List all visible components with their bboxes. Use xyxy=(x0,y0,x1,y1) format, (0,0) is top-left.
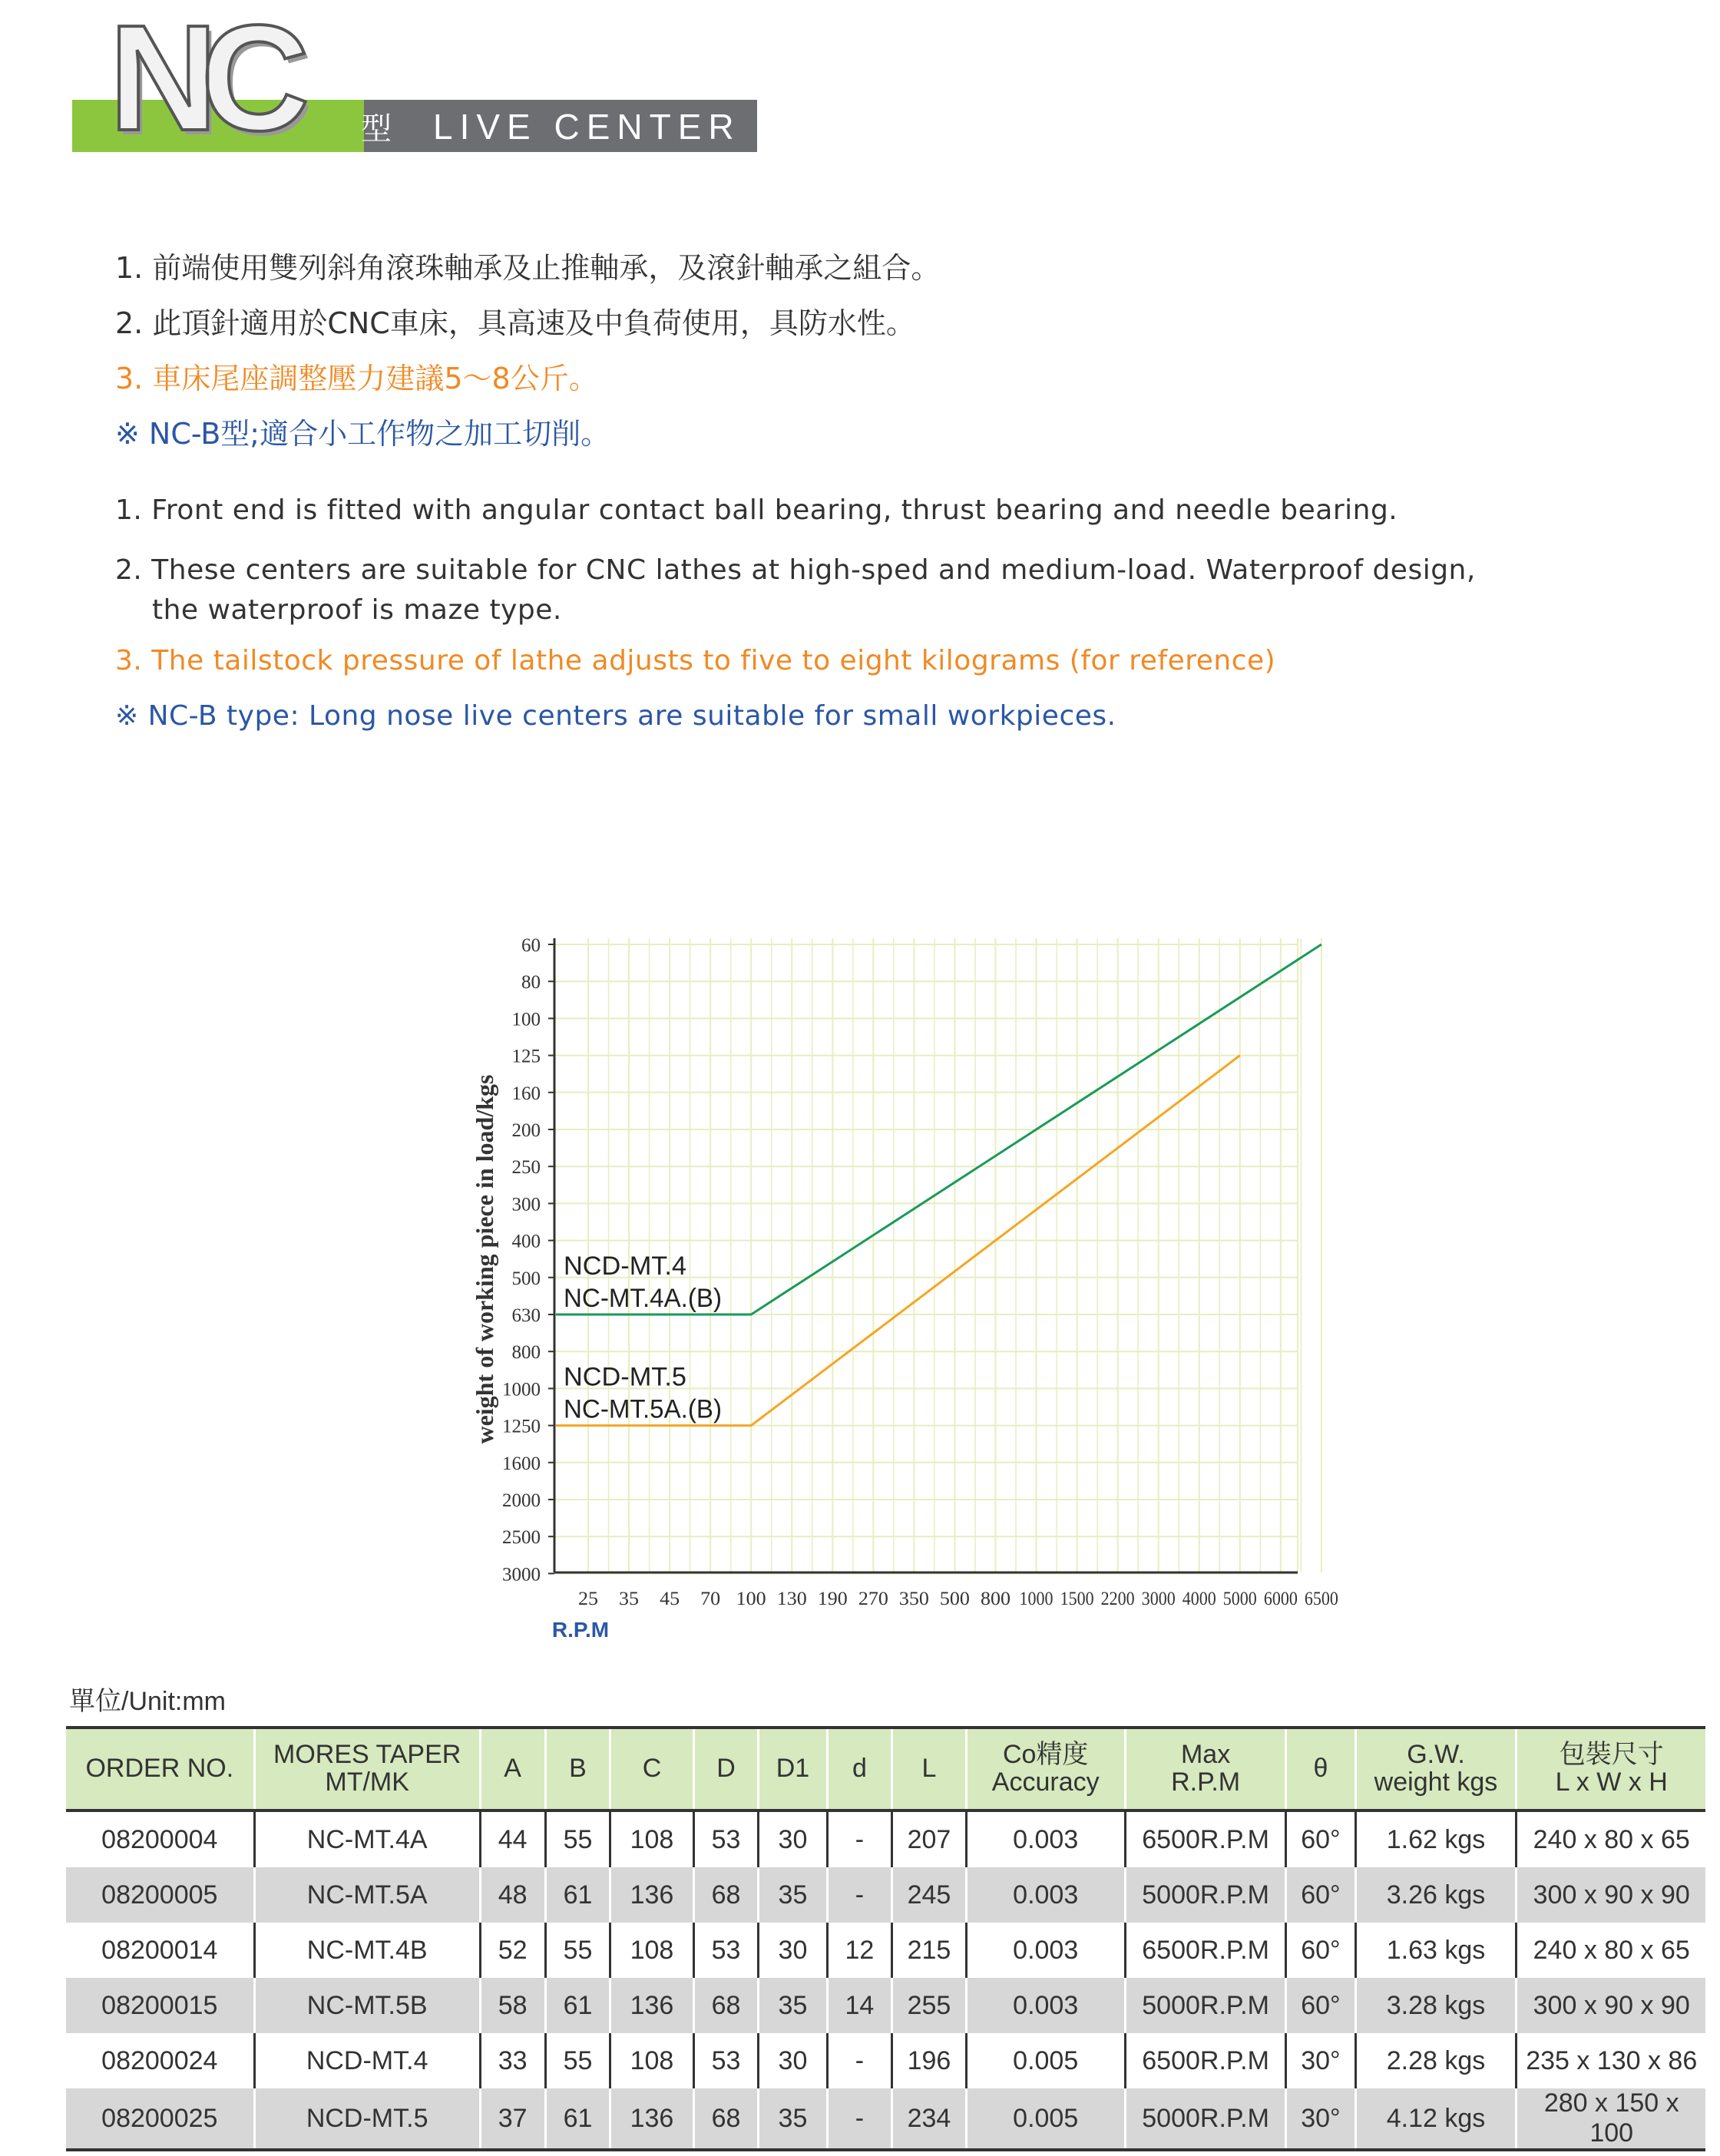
table-cell: 08200004 xyxy=(66,1810,254,1867)
y-tick-label: 2500 xyxy=(502,1527,541,1549)
x-tick-label: 500 xyxy=(939,1589,970,1609)
note-en-2: 2. These centers are suitable for CNC lathes at high-sped and medium-load. Waterproof design, xyxy=(115,554,1476,586)
table-cell: 58 xyxy=(480,1978,545,2033)
series-label-1-2: NC-MT.4A.(B) xyxy=(564,1284,722,1313)
table-header-cell xyxy=(693,1728,759,1810)
table-cell: 08200025 xyxy=(66,2088,254,2150)
table-cell: 255 xyxy=(892,1978,966,2033)
x-tick-label: 130 xyxy=(776,1589,807,1609)
table-cell: 60° xyxy=(1286,1810,1355,1867)
table-cell: 52 xyxy=(480,1923,545,1978)
table-cell: 30° xyxy=(1286,2088,1355,2150)
table-header-cell xyxy=(480,1728,545,1810)
header-text: G.W. xyxy=(1407,1740,1465,1770)
table-header-cell xyxy=(254,1728,480,1810)
x-tick-label: 190 xyxy=(817,1589,848,1609)
table-cell: NC-MT.4A xyxy=(254,1810,480,1867)
x-tick-label: 4000 xyxy=(1182,1589,1216,1609)
x-tick-label: 2200 xyxy=(1100,1589,1135,1609)
y-tick-label: 80 xyxy=(521,972,541,994)
series-label-2-1: NCD-MT.5 xyxy=(564,1362,686,1392)
table-cell: 37 xyxy=(480,2088,545,2150)
table-cell: 0.005 xyxy=(966,2088,1125,2150)
y-tick-label: 800 xyxy=(511,1342,541,1364)
table-row xyxy=(66,2033,1705,2088)
table-cell: 136 xyxy=(610,2088,693,2150)
y-tick-label: 160 xyxy=(511,1083,541,1104)
header-text: MT/MK xyxy=(325,1767,409,1797)
x-axis-label: R.P.M xyxy=(551,1618,610,1642)
table-cell: 53 xyxy=(693,1810,759,1867)
table-cell: 55 xyxy=(545,1923,610,1978)
x-tick-label: 1000 xyxy=(1019,1589,1054,1609)
table-cell: 196 xyxy=(892,2033,966,2088)
table-row xyxy=(66,1978,1705,2033)
table-header-cell xyxy=(545,1728,610,1810)
table-cell: 44 xyxy=(480,1810,545,1867)
x-tick-label: 25 xyxy=(578,1589,598,1609)
y-tick-label: 630 xyxy=(511,1305,541,1326)
table-cell: 08200014 xyxy=(66,1923,254,1978)
table-cell: 53 xyxy=(693,2033,759,2088)
x-tick-label: 35 xyxy=(619,1589,640,1609)
x-tick-label: 270 xyxy=(858,1589,888,1609)
y-tick-label: 60 xyxy=(521,935,541,956)
table-header-cell xyxy=(1355,1728,1517,1810)
table-cell: 6500R.P.M xyxy=(1125,2033,1285,2088)
table-cell: 14 xyxy=(827,1978,892,2033)
table-cell: 1.62 kgs xyxy=(1355,1810,1517,1867)
table-cell: 215 xyxy=(892,1923,966,1978)
note-en-4: ※ NC-B type: Long nose live centers are suitable for small workpieces. xyxy=(115,700,1116,732)
table-cell: 2.28 kgs xyxy=(1355,2033,1517,2088)
table-header-cell xyxy=(610,1728,693,1810)
note-en-1: 1. Front end is fitted with angular contact ball bearing, thrust bearing and needle bearing. xyxy=(115,494,1398,526)
table-cell: 0.003 xyxy=(966,1867,1125,1923)
table-cell: 5000R.P.M xyxy=(1125,2088,1285,2150)
table-cell: 0.003 xyxy=(966,1923,1125,1978)
header-text: R.P.M xyxy=(1171,1767,1241,1797)
table-header-cell xyxy=(966,1728,1125,1810)
table-cell: NC-MT.5A xyxy=(254,1867,480,1923)
table-cell: 48 xyxy=(480,1867,545,1923)
header-type-char: 型 xyxy=(361,111,392,147)
table-header-cell xyxy=(892,1728,966,1810)
table-cell: NC-MT.5B xyxy=(254,1978,480,2033)
table-cell: 136 xyxy=(610,1978,693,2033)
x-tick-label: 70 xyxy=(700,1589,721,1609)
table-row xyxy=(66,1810,1705,1867)
header-text: 包裝尺寸 xyxy=(1559,1740,1664,1770)
table-header-cell xyxy=(1286,1728,1355,1810)
series-label-2-2: NC-MT.5A.(B) xyxy=(564,1394,722,1424)
series-label-1-1: NCD-MT.4 xyxy=(564,1252,686,1281)
table-cell: 240 x 80 x 65 xyxy=(1517,1923,1705,1978)
table-cell: 245 xyxy=(892,1867,966,1923)
header-text: MORES TAPER xyxy=(273,1740,461,1770)
y-tick-label: 3000 xyxy=(502,1564,541,1586)
note-zh-2: 2. 此頂針適用於CNC車床，具高速及中負荷使用，具防水性。 xyxy=(115,306,915,340)
header-text: θ xyxy=(1313,1754,1328,1784)
spec-table xyxy=(66,1726,1705,2151)
x-tick-label: 1500 xyxy=(1060,1589,1094,1609)
table-cell: - xyxy=(827,1810,892,1867)
y-tick-label: 1250 xyxy=(502,1416,541,1437)
table-cell: 68 xyxy=(693,1867,759,1923)
table-cell: 5000R.P.M xyxy=(1125,1867,1285,1923)
table-cell: 6500R.P.M xyxy=(1125,1923,1285,1978)
table-header-row xyxy=(66,1728,1705,1810)
y-tick-label: 1000 xyxy=(502,1379,541,1400)
x-tick-label: 45 xyxy=(660,1589,680,1609)
header-text: ORDER NO. xyxy=(85,1754,234,1784)
table-cell: 300 x 90 x 90 xyxy=(1517,1867,1705,1923)
y-tick-label: 100 xyxy=(511,1009,541,1030)
table-header-cell xyxy=(1125,1728,1285,1810)
y-tick-label: 1600 xyxy=(502,1453,541,1474)
table-cell: 33 xyxy=(480,2033,545,2088)
y-tick-labels xyxy=(502,935,554,1585)
table-cell: 55 xyxy=(545,2033,610,2088)
header-text: d xyxy=(852,1754,867,1784)
header-text: B xyxy=(569,1754,587,1784)
table-cell: 08200005 xyxy=(66,1867,254,1923)
y-tick-label: 250 xyxy=(511,1157,541,1179)
header-text: D xyxy=(716,1754,736,1784)
y-tick-label: 125 xyxy=(511,1046,541,1067)
header-text: L x W x H xyxy=(1555,1767,1668,1797)
table-cell: 0.003 xyxy=(966,1978,1125,2033)
x-tick-label: 3000 xyxy=(1141,1589,1176,1609)
y-tick-label: 2000 xyxy=(502,1490,541,1511)
table-row xyxy=(66,2088,1705,2150)
note-en-2-cont: the waterproof is maze type. xyxy=(152,594,562,626)
table-cell: NCD-MT.4 xyxy=(254,2033,480,2088)
table-cell: - xyxy=(827,2033,892,2088)
table-cell: 35 xyxy=(759,1867,827,1923)
x-tick-label: 800 xyxy=(981,1589,1011,1609)
header-text: C xyxy=(642,1754,662,1784)
table-cell: 108 xyxy=(610,1810,693,1867)
table-cell: 08200015 xyxy=(66,1978,254,2033)
note-zh-4: ※ NC-B型;適合小工作物之加工切削。 xyxy=(115,417,610,451)
table-cell: 35 xyxy=(759,1978,827,2033)
table-cell: 240 x 80 x 65 xyxy=(1517,1810,1705,1867)
table-cell: 207 xyxy=(892,1810,966,1867)
table-cell: 35 xyxy=(759,2088,827,2150)
header-text: L xyxy=(921,1754,937,1784)
table-cell: - xyxy=(827,1867,892,1923)
table-cell: 53 xyxy=(693,1923,759,1978)
header-text: Accuracy xyxy=(991,1767,1100,1797)
table-row xyxy=(66,1923,1705,1978)
y-tick-label: 400 xyxy=(511,1231,541,1252)
table-cell: 55 xyxy=(545,1810,610,1867)
table-cell: 30 xyxy=(759,1810,827,1867)
table-cell: 08200024 xyxy=(66,2033,254,2088)
header-text: weight kgs xyxy=(1374,1767,1498,1797)
table-cell: 60° xyxy=(1286,1923,1355,1978)
y-tick-label: 200 xyxy=(511,1120,541,1141)
table-cell: 6500R.P.M xyxy=(1125,1810,1285,1867)
table-cell: 30 xyxy=(759,2033,827,2088)
table-cell: NC-MT.4B xyxy=(254,1923,480,1978)
table-cell: 280 x 150 x 100 xyxy=(1517,2088,1705,2150)
table-cell: 4.12 kgs xyxy=(1355,2088,1517,2150)
x-tick-label: 5000 xyxy=(1222,1589,1257,1609)
y-tick-label: 500 xyxy=(511,1268,541,1289)
note-en-3: 3. The tailstock pressure of lathe adjusts to five to eight kilograms (for reference) xyxy=(115,645,1276,676)
table-cell: 108 xyxy=(610,2033,693,2088)
table-cell: 5000R.P.M xyxy=(1125,1978,1285,2033)
table-header-cell xyxy=(827,1728,892,1810)
table-cell: - xyxy=(827,2088,892,2150)
table-cell: 3.26 kgs xyxy=(1355,1867,1517,1923)
table-header-cell xyxy=(66,1728,254,1810)
unit-label: 單位/Unit:mm xyxy=(69,1687,226,1716)
table-cell: 136 xyxy=(610,1867,693,1923)
x-tick-label: 350 xyxy=(898,1589,929,1609)
table-cell: 61 xyxy=(545,1867,610,1923)
table-cell: 235 x 130 x 86 xyxy=(1517,2033,1705,2088)
table-cell: 60° xyxy=(1286,1867,1355,1923)
y-tick-label: 300 xyxy=(511,1194,541,1215)
table-cell: 300 x 90 x 90 xyxy=(1517,1978,1705,2033)
table-cell: 61 xyxy=(545,1978,610,2033)
y-axis-label: weight of working piece in load/kgs xyxy=(471,1074,498,1444)
table-cell: 30 xyxy=(759,1923,827,1978)
table-cell: 1.63 kgs xyxy=(1355,1923,1517,1978)
note-zh-1: 1. 前端使用雙列斜角滾珠軸承及止推軸承，及滾針軸承之組合。 xyxy=(115,251,941,285)
table-cell: 234 xyxy=(892,2088,966,2150)
table-cell: 108 xyxy=(610,1923,693,1978)
table-row xyxy=(66,1867,1705,1923)
x-tick-label: 6000 xyxy=(1263,1589,1298,1609)
x-tick-label: 6500 xyxy=(1304,1589,1338,1609)
table-cell: 68 xyxy=(693,1978,759,2033)
header-subtitle: LIVE CENTER xyxy=(433,107,741,147)
table-cell: 61 xyxy=(545,2088,610,2150)
header-text: Co精度 xyxy=(1002,1740,1089,1770)
table-cell: 60° xyxy=(1286,1978,1355,2033)
table-header-cell xyxy=(759,1728,827,1810)
x-tick-labels xyxy=(578,1589,1338,1609)
x-tick-label: 100 xyxy=(736,1589,766,1609)
header-text: A xyxy=(504,1754,521,1784)
table-cell: 0.005 xyxy=(966,2033,1125,2088)
table-cell: 3.28 kgs xyxy=(1355,1978,1517,2033)
header-title: NC xyxy=(109,0,293,162)
table-cell: NCD-MT.5 xyxy=(254,2088,480,2150)
table-cell: 0.003 xyxy=(966,1810,1125,1867)
header-text: D1 xyxy=(776,1754,810,1784)
chart-series xyxy=(556,944,1321,1426)
table-cell: 12 xyxy=(827,1923,892,1978)
note-zh-3: 3. 車床尾座調整壓力建議5～8公斤。 xyxy=(115,362,598,395)
header-text: Max xyxy=(1180,1740,1231,1770)
table-cell: 68 xyxy=(693,2088,759,2150)
table-cell: 30° xyxy=(1286,2033,1355,2088)
table-header-cell xyxy=(1517,1728,1705,1810)
